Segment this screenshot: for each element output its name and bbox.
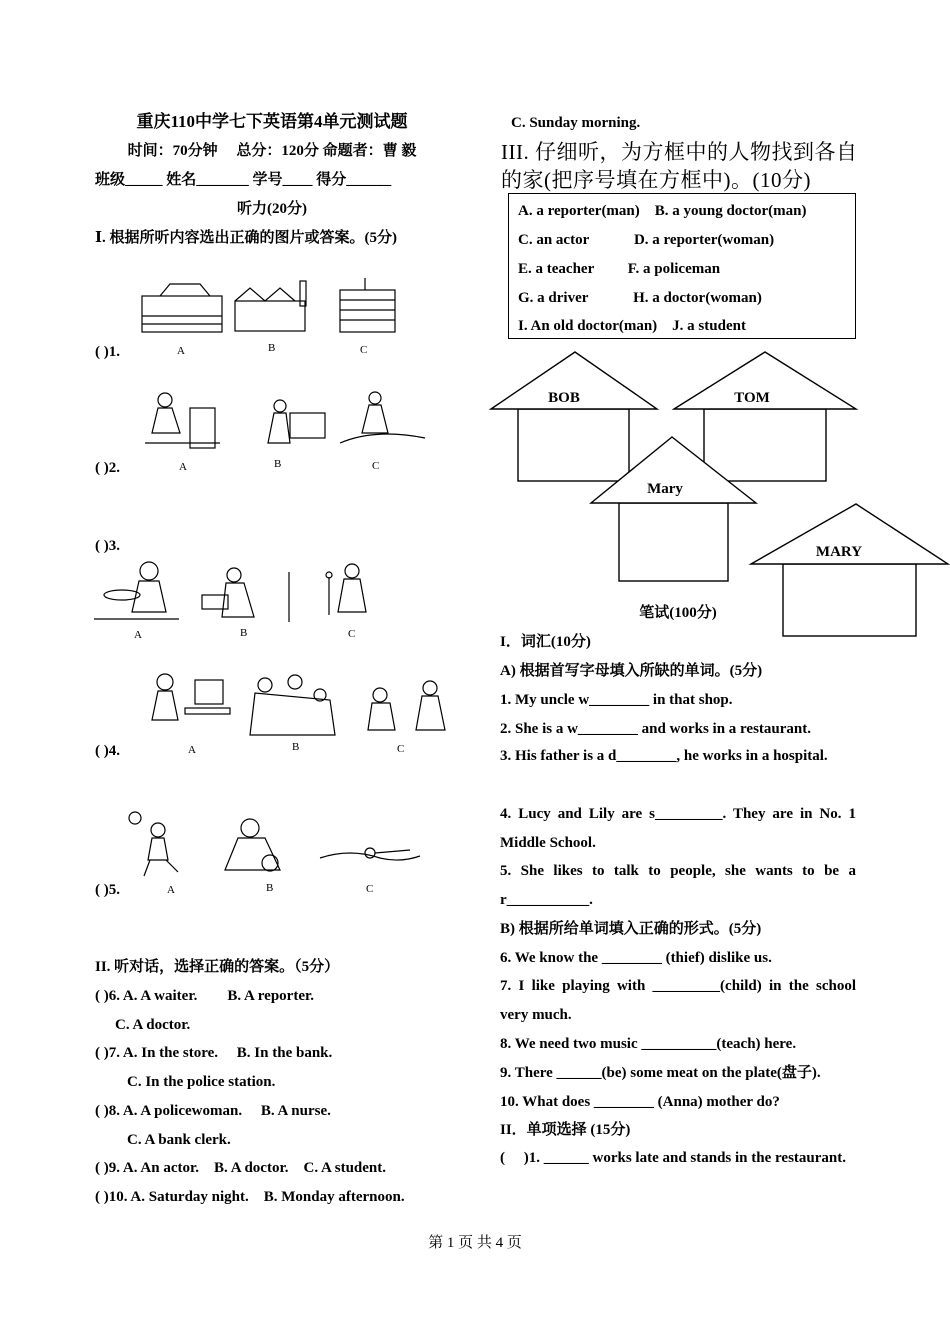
vocab-q6: 6. We know the ________ (thief) dislike us.	[500, 950, 772, 966]
item4-label-c: C	[397, 743, 405, 755]
item5-number: ( )5.	[95, 882, 120, 898]
q10-line: ( )10. A. Saturday night. B. Monday afternoon.	[95, 1189, 405, 1205]
written-title: 笔试(100分)	[639, 605, 717, 621]
item1-label-a: A	[177, 345, 185, 357]
item4-label-b: B	[292, 741, 300, 753]
part3-option-line-2: C. an actor D. a reporter(woman)	[518, 232, 775, 248]
item2-number: ( )2.	[95, 460, 120, 476]
q8-line: ( )8. A. A policewoman. B. A nurse.	[95, 1103, 331, 1119]
item1-label-b: B	[268, 342, 276, 354]
house-label-tom: TOM	[734, 390, 770, 406]
vocab-q9: 9. There ______(be) some meat on the plate(盘子).	[500, 1065, 821, 1081]
listening-heading: 听力(20分)	[237, 201, 307, 217]
vocab-q4: 4. Lucy and Lily are s_________. They are in No. 1 Middle School.	[500, 806, 856, 851]
part3-option-line-1: A. a reporter(man) B. a young doctor(man)	[518, 203, 807, 219]
item2-label-c: C	[372, 460, 380, 472]
vocab-q7: 7. I like playing with _________(child) in the school very much.	[500, 978, 856, 1023]
item2-people-pictures	[140, 388, 430, 453]
part3-options-box	[508, 193, 856, 339]
house-label-mary: Mary	[647, 481, 683, 497]
q10-option-c: C. Sunday morning.	[511, 115, 641, 131]
item3-label-c: C	[348, 628, 356, 640]
part3-option-line-3: E. a teacher F. a policeman	[518, 261, 721, 277]
item2-label-a: A	[179, 461, 187, 473]
part1-heading: Ⅰ. 根据所听内容选出正确的图片或答案。(5分)	[95, 230, 398, 246]
mc-heading: II．单项选择 (15分)	[500, 1122, 631, 1138]
item4-label-a: A	[188, 744, 196, 756]
vocab-a-heading: A) 根据首写字母填入所缺的单词。(5分)	[500, 663, 763, 679]
exam-title: 重庆110中学七下英语第4单元测试题	[136, 112, 408, 131]
vocab-q8: 8. We need two music __________(teach) here.	[500, 1036, 797, 1052]
q8-option-c: C. A bank clerk.	[127, 1132, 231, 1148]
vocab-q10: 10. What does ________ (Anna) mother do?	[500, 1094, 780, 1110]
part3-option-line-5: I. An old doctor(man) J. a student	[518, 318, 746, 334]
vocab-b-heading: B) 根据所给单词填入正确的形式。(5分)	[500, 921, 762, 937]
item3-label-b: B	[240, 627, 248, 639]
item3-label-a: A	[134, 629, 142, 641]
item4-number: ( )4.	[95, 743, 120, 759]
q9-line: ( )9. A. An actor. B. A doctor. C. A student.	[95, 1160, 387, 1176]
item5-sports-pictures	[120, 808, 430, 880]
student-info-line: 班级_____ 姓名_______ 学号____ 得分______	[95, 172, 392, 188]
item3-people-pictures	[94, 557, 414, 625]
q6-option-c: C. A doctor.	[115, 1017, 191, 1033]
vocab-heading: I．词汇(10分)	[500, 634, 591, 650]
item1-building-pictures	[140, 276, 430, 338]
item3-number: ( )3.	[95, 538, 120, 554]
q7-line: ( )7. A. In the store. B. In the bank.	[95, 1045, 333, 1061]
vocab-q1: 1. My uncle w________ in that shop.	[500, 692, 733, 708]
vocab-q3: 3. His father is a d________, he works in a hospital.	[500, 748, 828, 764]
house-label-bob: BOB	[548, 390, 580, 406]
item5-label-a: A	[167, 884, 175, 896]
vocab-q5: 5. She likes to talk to people, she wants to be a r___________.	[500, 863, 856, 908]
mc-q1: ( )1. ______ works late and stands in the restaurant.	[500, 1150, 846, 1166]
vocab-q2: 2. She is a w________ and works in a restaurant.	[500, 721, 812, 737]
item4-people-pictures	[140, 670, 450, 740]
q7-option-c: C. In the police station.	[127, 1074, 276, 1090]
item1-number: ( )1.	[95, 344, 120, 360]
exam-meta: 时间：70分钟 总分：120分 命题者：曹 毅	[127, 143, 417, 159]
part2-heading: II. 听对话，选择正确的答案。（5分）	[95, 959, 340, 975]
q6-line: ( )6. A. A waiter. B. A reporter.	[95, 988, 315, 1004]
part3-option-line-4: G. a driver H. a doctor(woman)	[518, 290, 762, 306]
item5-label-c: C	[366, 883, 374, 895]
part3-heading: III. 仔细听，为方框中的人物找到各自的家(把序号填在方框中)。(10分)	[501, 140, 858, 192]
item5-label-b: B	[266, 882, 274, 894]
page-footer: 第 1 页 共 4 页	[428, 1235, 522, 1251]
item1-label-c: C	[360, 344, 368, 356]
item2-label-b: B	[274, 458, 282, 470]
house-label-mary-caps: MARY	[815, 544, 863, 560]
